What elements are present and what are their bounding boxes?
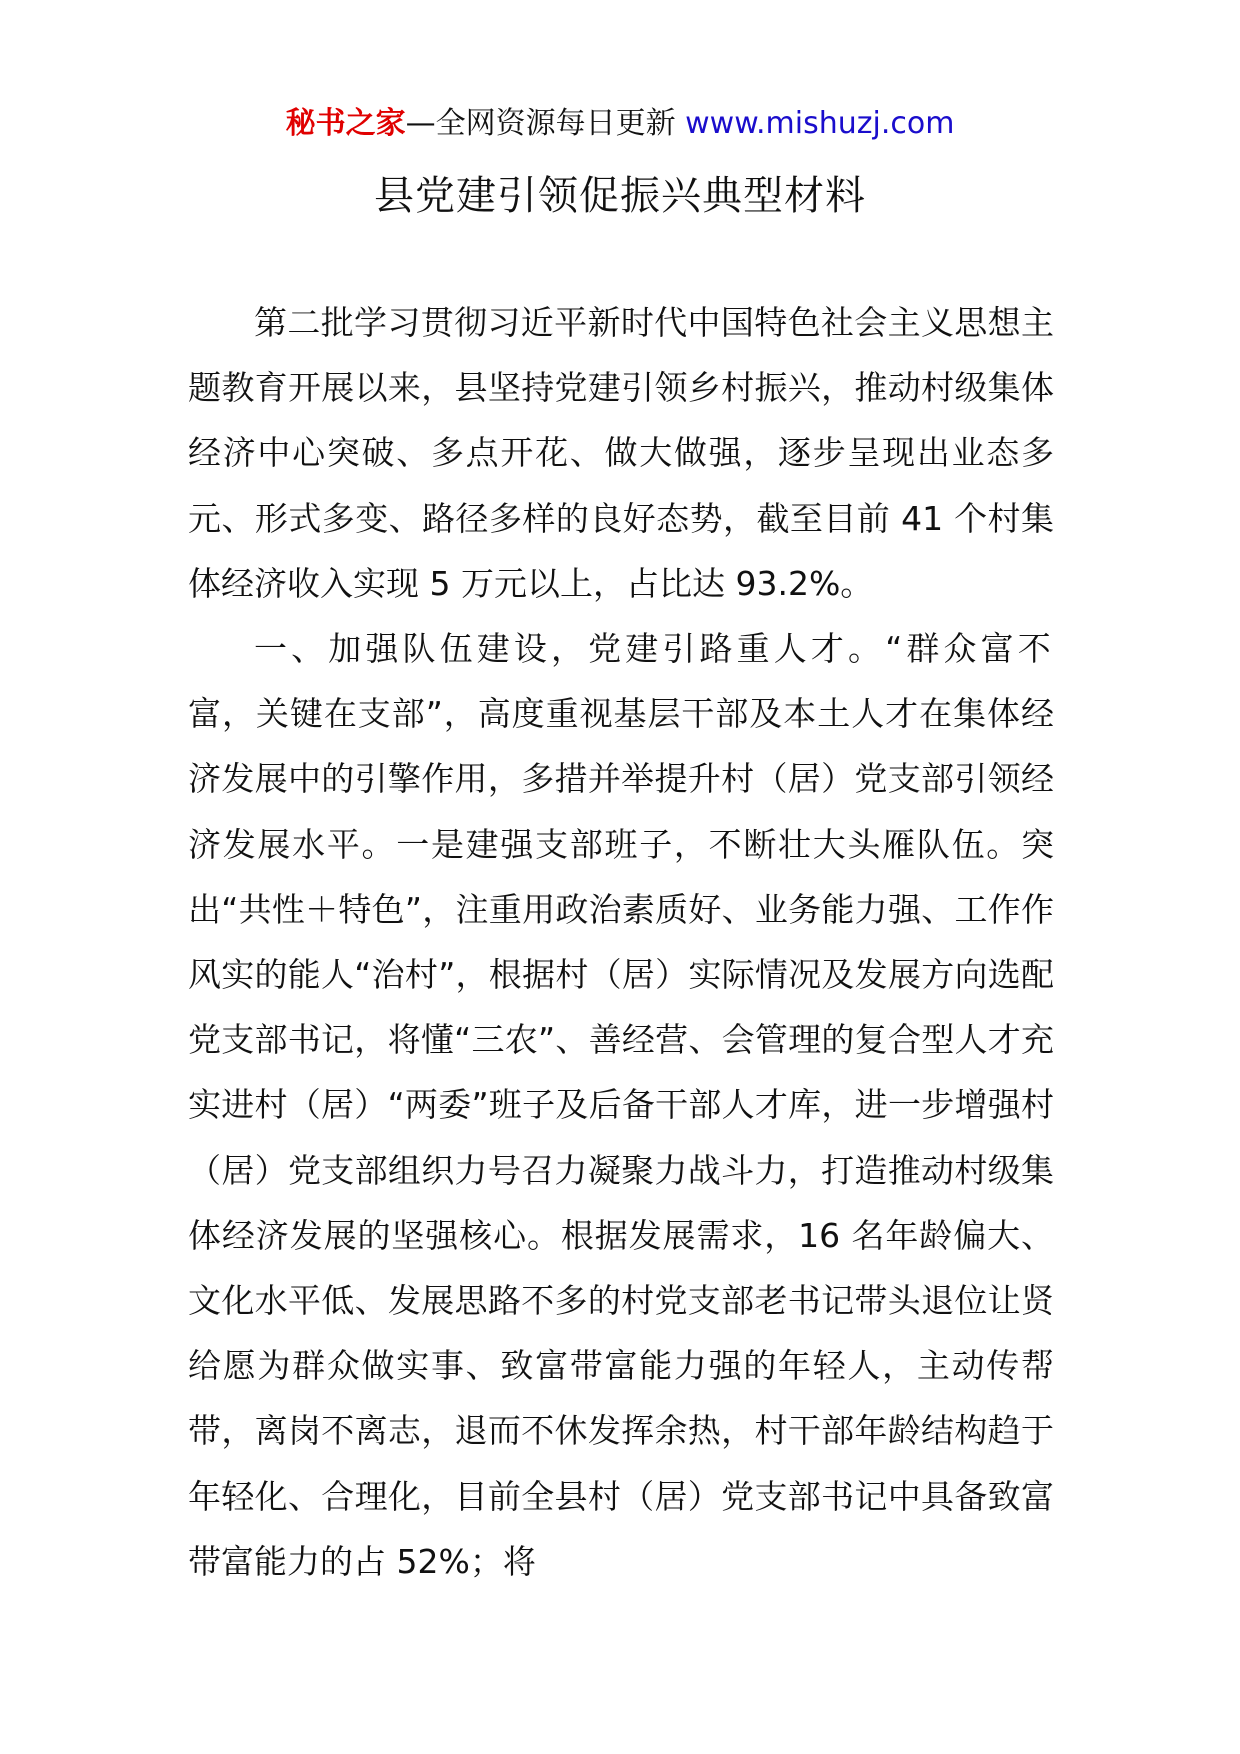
header-slogan: —全网资源每日更新 <box>405 106 676 141</box>
paragraph-text: 第二批学习贯彻习近平新时代中国特色社会主义思想主题教育开展以来，县坚持党建引领乡村振兴，推动村级集体经济中心突破、多点开花、做大做强，逐步呈现出业态多元、形式多变、路径多样的良好态势，截至目前 41 个村集体经济收入实现 5 万元以上，占比达 93.2%。 <box>188 303 1054 603</box>
paragraph-section-1 <box>188 616 1054 1594</box>
document-title: 县党建引领促振兴典型材料 <box>374 173 866 219</box>
section-heading: 一、加强队伍建设，党建引路重人才。 <box>254 629 886 669</box>
brand-name: 秘书之家 <box>285 106 406 141</box>
document-body <box>188 290 1054 1594</box>
paragraph-intro <box>188 290 1054 616</box>
paragraph-text: 富，关键在支部”，高度重视基层干部及本土人才在集体经济发展中的引擎作用，多措并举提升村（居）党支部引领经济发展水平。一是建强支部班子，不断壮大头雁队伍。突出“共性＋特色”，注重用政治素质好、业务能力强、工作作风实的能人“治村”，根据村（居）实际情况及发展方向选配党支部书记，将懂“三农”、善经营、会管理的复合型人才充实进村（居）“两委”班子及后备干部人才库，进一步增强村（居）党支部组织力号召力凝聚力战斗力，打造推动村级集体经济发展的坚强核心。根据发展需求，16 名年龄偏大、文化水平低、发展思路不多的村党支部老书记带头退位让贤给愿为群众做实事、致富带富能力强的年轻人，主动传帮带，离岗不离志，退而不休发挥余热，村干部年龄结构趋于年轻化、合理化，目前全县村（居）党支部书记中具备致富带富能力的占 52%；将 <box>188 694 1054 1581</box>
section-quote: “群众富不 <box>885 629 1054 669</box>
watermark-header <box>0 104 1240 144</box>
header-url[interactable]: www.mishuzj.com <box>685 106 955 141</box>
